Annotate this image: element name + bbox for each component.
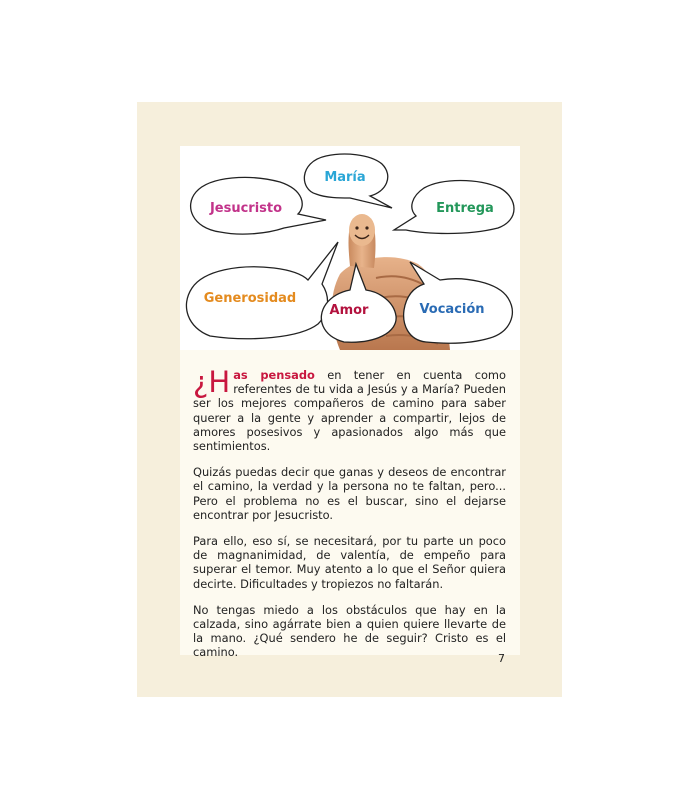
drop-cap: ¿H bbox=[193, 365, 231, 399]
bubble-jesucristo-label: Jesucristo bbox=[209, 201, 283, 216]
body-text bbox=[193, 365, 506, 672]
illustration-svg bbox=[180, 146, 520, 350]
bubble-generosidad-label: Generosidad bbox=[203, 291, 297, 306]
page-number: 7 bbox=[498, 652, 505, 665]
paragraph-3: Para ello, eso sí, se necesitará, por tu parte un poco de magnanimidad, de valentía, de empeño para superar el temor. Muy atento a lo que el Señor quiera decirte. Dificultades y tropiezos no faltarán. bbox=[193, 534, 506, 591]
bubble-amor-label: Amor bbox=[329, 303, 369, 318]
paragraph-1-text: en tener en cuenta como referentes de tu vida a Jesús y a María? Pueden ser los mejores compañeros de camino para saber querer a la gente y aprender a compartir, lejos de amores posesivos y apasionados algo más que sentimientos. bbox=[193, 368, 506, 454]
bubble-vocacion-label: Vocación bbox=[419, 302, 485, 317]
bubble-entrega-label: Entrega bbox=[436, 201, 494, 216]
thumbs-up-illustration bbox=[180, 146, 520, 350]
lead-phrase: as pensado bbox=[233, 368, 315, 382]
paragraph-1 bbox=[193, 365, 506, 454]
paragraph-2: Quizás puedas decir que ganas y deseos de encontrar el camino, la verdad y la persona no te faltan, pero... Pero el problema no es el buscar, sino el dejarse encontrar por Jesucristo. bbox=[193, 465, 506, 522]
paragraph-4: No tengas miedo a los obstáculos que hay en la calzada, sino agárrate bien a quien quiere llevarte de la mano. ¿Qué sendero he de seguir? Cristo es el camino. bbox=[193, 602, 506, 660]
bubble-maria-label: María bbox=[324, 170, 366, 185]
